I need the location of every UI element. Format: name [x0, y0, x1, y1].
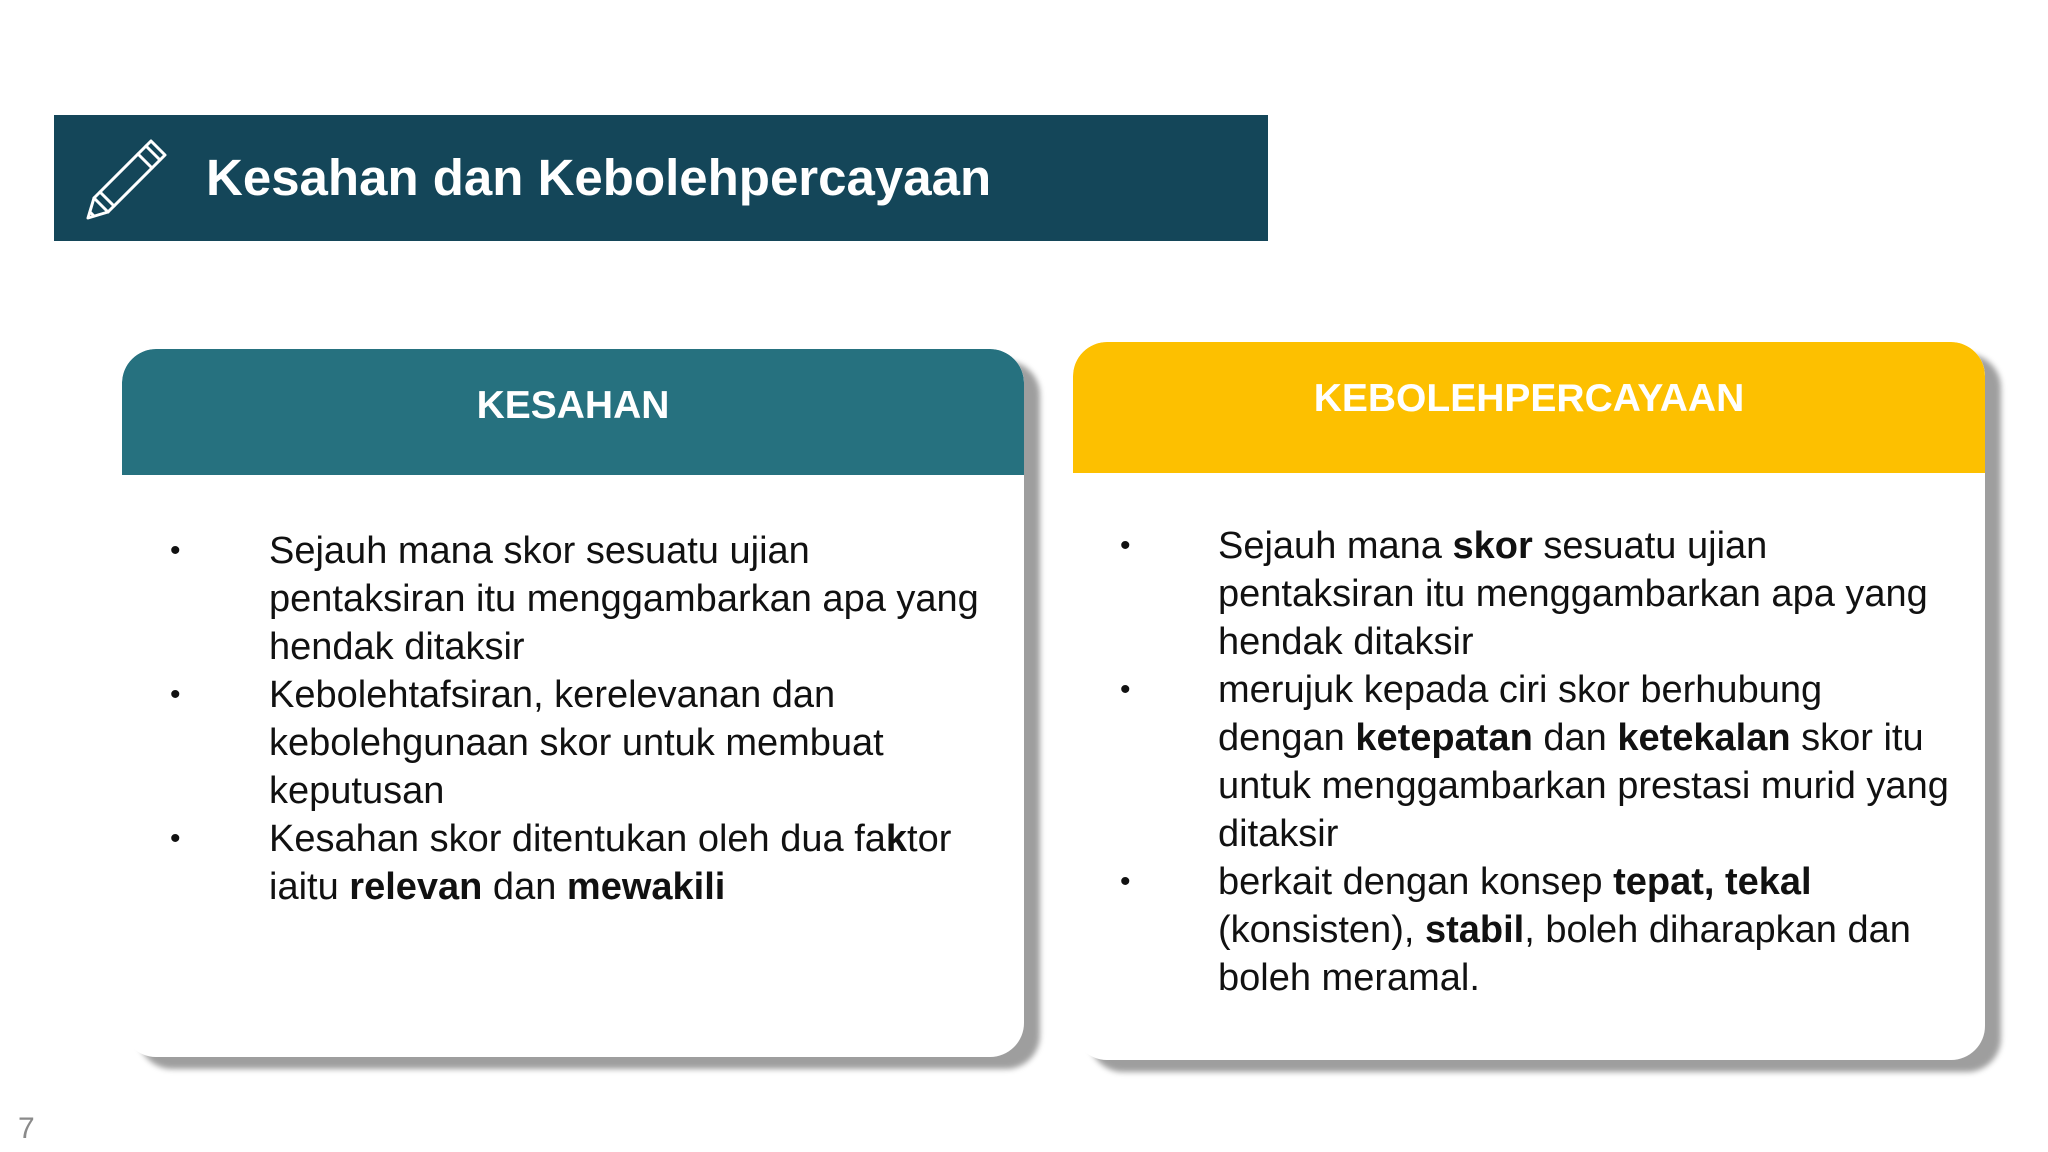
kesahan-item-3: • Kesahan skor ditentukan oleh dua faktor iaitu relevan dan mewakili [170, 815, 979, 911]
kesahan-header: KESAHAN [122, 349, 1024, 475]
title-bar [54, 115, 1268, 241]
bullet-icon: • [170, 678, 181, 711]
kesahan-list [122, 527, 1024, 911]
kebolehpercayaan-item-1: • Sejauh mana skor sesuatu ujian pentaksiran itu menggambarkan apa yang hendak ditaksir [1120, 522, 1958, 666]
kesahan-item-2: • Kebolehtafsiran, kerelevanan dan kebolehgunaan skor untuk membuat keputusan [170, 671, 979, 815]
kesahan-item-1: • Sejauh mana skor sesuatu ujian pentaksiran itu menggambarkan apa yang hendak ditaksir [170, 527, 979, 671]
kebolehpercayaan-body [1073, 522, 1985, 1002]
bullet-icon: • [1120, 529, 1131, 562]
kesahan-card [122, 349, 1024, 1057]
kebolehpercayaan-item-2: • merujuk kepada ciri skor berhubung dengan ketepatan dan ketekalan skor itu untuk menggambarkan prestasi murid yang ditaksir [1120, 666, 1958, 858]
kebolehpercayaan-item-3: • berkait dengan konsep tepat, tekal (konsisten), stabil, boleh diharapkan dan boleh meramal. [1120, 858, 1958, 1002]
bullet-icon: • [1120, 673, 1131, 706]
bullet-icon: • [1120, 865, 1131, 898]
page-number: 7 [18, 1112, 35, 1145]
kebolehpercayaan-card [1073, 342, 1985, 1060]
bullet-icon: • [170, 822, 181, 855]
pencil-icon [80, 132, 172, 224]
kebolehpercayaan-header: KEBOLEHPERCAYAAN [1073, 342, 1985, 473]
slide-title: Kesahan dan Kebolehpercayaan [206, 149, 992, 206]
kebolehpercayaan-list [1073, 522, 1985, 1002]
kesahan-body [122, 527, 1024, 911]
bullet-icon: • [170, 534, 181, 567]
